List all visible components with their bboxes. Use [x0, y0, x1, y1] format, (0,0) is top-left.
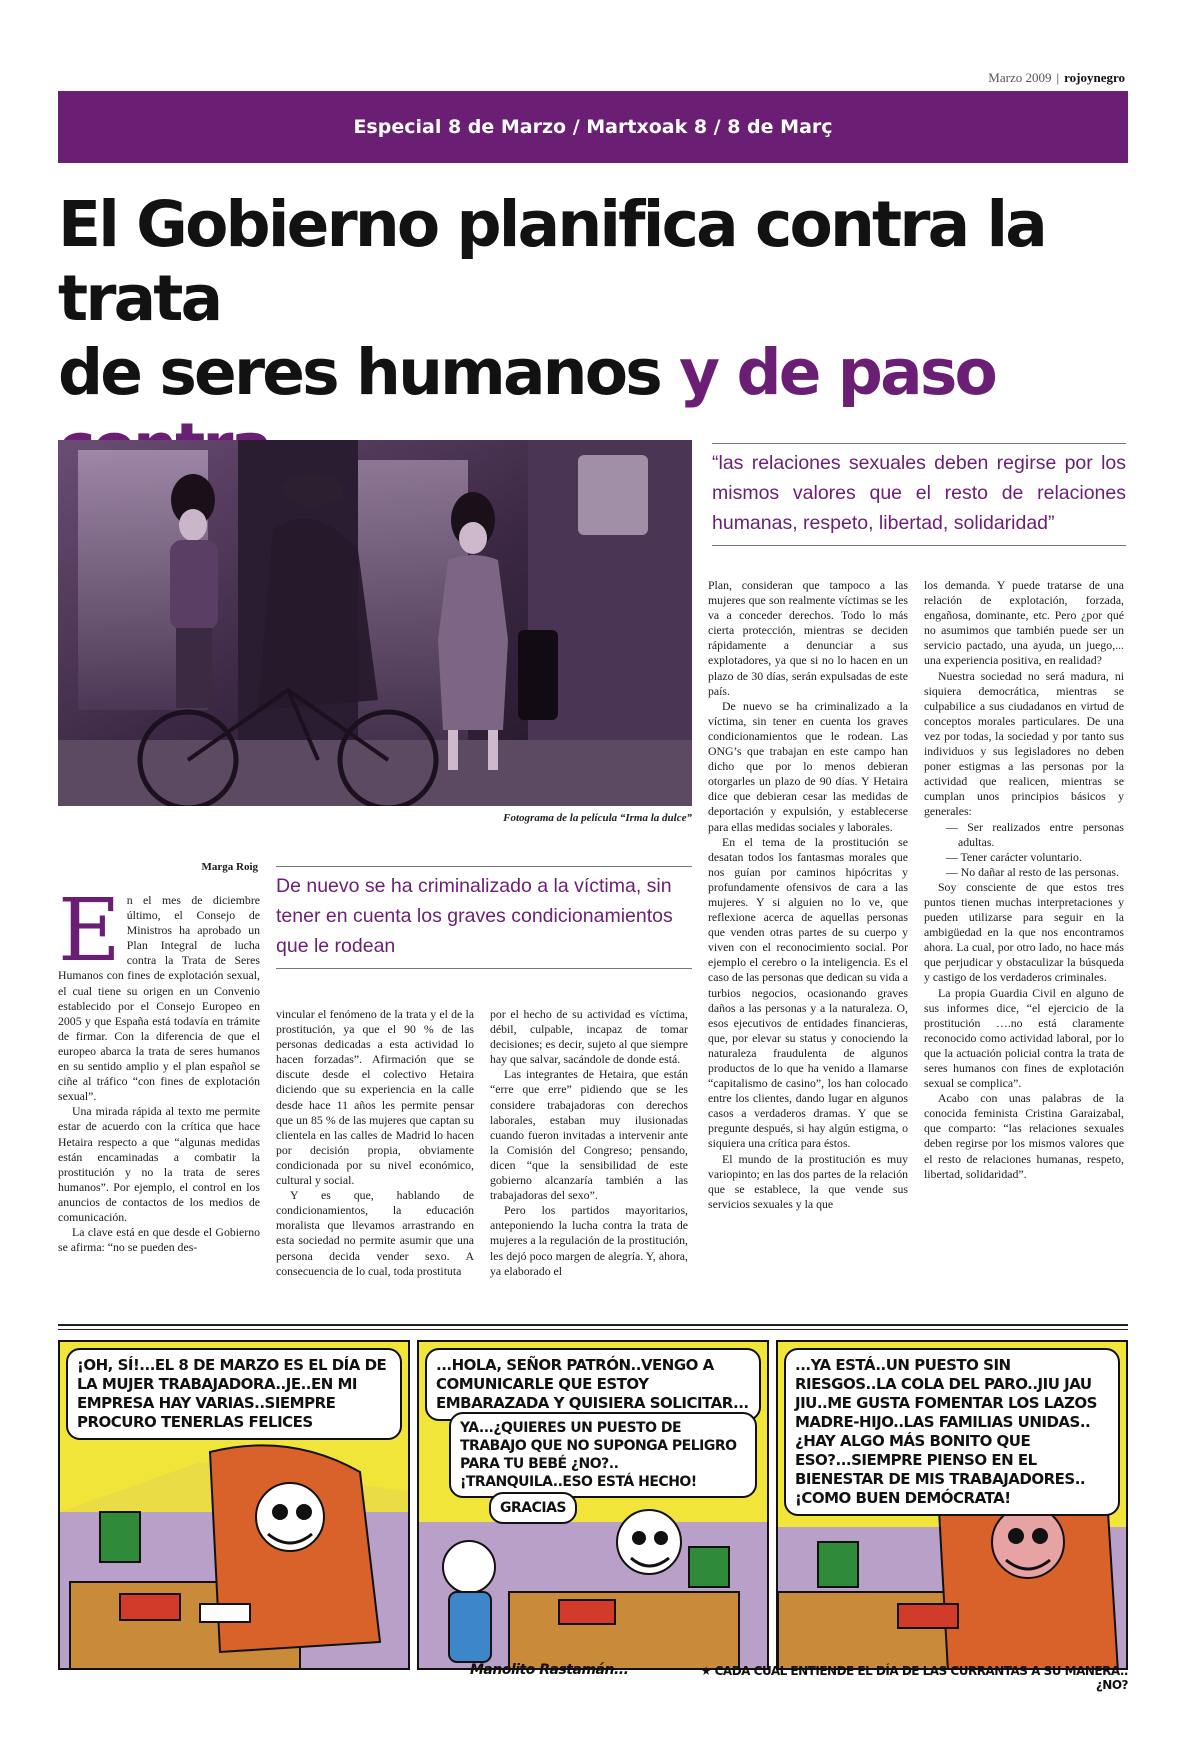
article-column-1: [58, 893, 260, 1305]
publication-name: rojoynegro: [1064, 70, 1125, 85]
comic-divider-thick: [58, 1324, 1128, 1326]
panel-2-thanks-bubble: GRACIAS: [489, 1492, 577, 1524]
section-banner: [58, 91, 1128, 163]
film-still-illustration: [58, 440, 692, 806]
issue-date: Marzo 2009: [988, 70, 1052, 85]
article-column-2: [276, 1007, 474, 1305]
comic-panel-3: [776, 1340, 1128, 1670]
comic-artist-signature: Manolito Rastamán...: [470, 1662, 629, 1678]
article-paragraph: El mundo de la prostitución es muy variopinto; en las dos partes de la relación que se establece, la que vende sus servicios sexuales y la que: [708, 1151, 908, 1211]
paragraph-text: n el mes de diciembre último, el Consejo de Ministros ha aprobado un Plan Integral de lucha contra la Trata de Seres Humanos con fines de explotación sexual, el cual tiene su origen en un Convenio establecido por el Consejo Europeo en 2005 y que España está todavía en trámite de firmar. Con la diferencia de que el europeo abarca la trata de seres humanos en su sentido amplio y el plan español se ciñe al tráfico “con fines de explotación sexual”.: [58, 893, 260, 1104]
comic-panel-1: [58, 1340, 410, 1670]
author-byline: Marga Roig: [201, 861, 258, 873]
article-paragraph: Soy consciente de que estos tres puntos tienen muchas interpretaciones y pueden utilizarse para seguir en la ambigüedad en la que nos encontramos ahora. La cual, por otro lado, no hace más que perjudicar y obstaculizar la búsqueda y castigo de los verdaderos criminales.: [924, 879, 1124, 985]
article-paragraph: La propia Guardia Civil en alguno de sus informes dice, “el ejercicio de la prostitución ….no está claramente reconocido como actividad laboral, por lo que la actuación policial contra la trata de seres humanos con fines de explotación sexual se complica”.: [924, 985, 1124, 1091]
comic-divider-thin: [58, 1329, 1128, 1330]
running-head-separator: |: [1056, 70, 1060, 85]
panel-2-reply-bubble: YA...¿QUIERES UN PUESTO DE TRABAJO QUE NO SUPONGA PELIGRO PARA TU BEBÉ ¿NO?..¡TRANQUILA..ESO ESTÁ HECHO!: [449, 1412, 757, 1498]
list-item: — Tener carácter voluntario.: [946, 849, 1082, 864]
article-paragraph: Una mirada rápida al texto me permite estar de acuerdo con la crítica que hace Hetaira respecto a que “algunas medidas están encaminadas a combatir la prostitución y no la trata de seres humanos”. Por ejemplo, el control en los anuncios de contactos de los medios de comunicación.: [58, 1104, 260, 1224]
section-banner-text: Especial 8 de Marzo / Martxoak 8 / 8 de Març: [353, 116, 833, 138]
article-paragraph: Plan, consideran que tampoco a las mujeres que son realmente víctimas se les va a conceder derechos. Todo lo más cierta protección, mientras se deciden rápidamente a denunciar a sus explotadores, ya que si no lo hacen en un plazo de 30 días, serán expulsadas de este país.: [708, 578, 908, 698]
running-head: [988, 70, 1125, 86]
article-paragraph: En el tema de la prostitución se desatan todos los fantasmas morales que nos guían por caminos hipócritas y profundamente ofensivos de cara a las mujeres. Y si alguien no lo ve, que reflexione acerca de aquellas personas que venden otras partes de su cuerpo y viven con el reconocimiento social. Por ejemplo el cerebro o la inteligencia. Es el caso de las personas que dedican su vida a turbios negocios, ocasionando graves daños a las personas y a la naturaleza. O, esos ejecutivos de entidades financieras, que, por elevar su status y conociendo la naturaleza fraudulenta de algunos productos de lo que ha venido a llamarse “capitalismo de casino”, los han colocado entre los clientes, dando lugar en algunos casos a verdaderos dramas. Y que se pregunte después, si hay algún estigma, o siquiera una crítica para éstos.: [708, 834, 908, 1151]
headline-line-1: El Gobierno planifica contra la trata: [58, 188, 1045, 335]
panel-2-speech-bubble: ...HOLA, SEÑOR PATRÓN..VENGO A COMUNICARLE QUE ESTOY EMBARAZADA Y QUISIERA SOLICITAR...: [425, 1348, 761, 1421]
pull-quote-top: “las relaciones sexuales deben regirse por los mismos valores que el resto de relaciones humanas, respeto, libertad, solidaridad”: [712, 443, 1126, 546]
panel-3-speech-bubble: ...YA ESTÁ..UN PUESTO SIN RIESGOS..LA COLA DEL PARO..JIU JAU JIU..ME GUSTA FOMENTAR LOS LAZOS MADRE-HIJO..LAS FAMILIAS UNIDAS..¿HAY ALGO MÁS BONITO QUE ESO?...SIEMPRE PIENSO EN EL BIENESTAR DE MIS TRABAJADORES..¡COMO BUEN DEMÓCRATA!: [784, 1348, 1120, 1516]
article-column-3: [490, 1007, 688, 1305]
article-column-4: [708, 578, 908, 1305]
comic-strip: [58, 1340, 1128, 1690]
film-still-photo: [58, 440, 692, 806]
article-paragraph: Nuestra sociedad no será madura, ni siquiera democrática, mientras se culpabilice a sus ciudadanos en virtud de conceptos morales particulares. De una vez por todas, la sociedad y por tanto sus individuos y sus legisladores no deben poner estigmas a las personas por la actividad que realicen, mientras se cumplan unos principios básicos y generales:: [924, 668, 1124, 819]
article-paragraph: Las integrantes de Hetaira, que están “erre que erre” pidiendo que se les considere trabajadoras con derechos laborales, estaban muy ilusionadas cuando fueron invitadas a intervenir ante la Comisión del Congreso; pensando, dicen “que la sensibilidad de este gobierno alcanzaría también a las trabajadoras del sexo”.: [490, 1067, 688, 1203]
drop-cap: E: [58, 893, 121, 981]
principles-list: [924, 820, 1124, 880]
article-paragraph: vincular el fenómeno de la trata y el de la prostitución, ya que el 90 % de las personas dedicadas a esta actividad lo hacen forzadas”. Afirmación que se discute desde el colectivo Hetaira diciendo que su experiencia en la calle desde hace 11 años les permite pensar que un 85 % de las mujeres que captan su clientela en las calles de Madrid lo hacen por decisión propia, obviamente condicionada por su nivel económico, cultural y social.: [276, 1007, 474, 1188]
article-paragraph: Pero los partidos mayoritarios, anteponiendo la lucha contra la trata de mujeres a la regulación de la prostitución, les dejó poco margen de alegría. Y, ahora, ya elaborado el: [490, 1203, 688, 1278]
pull-quote-middle: De nuevo se ha criminalizado a la víctima, sin tener en cuenta los graves condicionamientos que le rodean: [276, 866, 692, 969]
headline-line-2-purple: y de paso: [679, 336, 995, 409]
article-column-5: [924, 578, 1124, 1305]
article-paragraph: [58, 893, 260, 1104]
article-paragraph: La clave está en que desde el Gobierno se afirma: “no se pueden des-: [58, 1225, 260, 1255]
comic-panel-2: [417, 1340, 769, 1670]
article-paragraph: por el hecho de su actividad es víctima, débil, culpable, incapaz de tomar decisiones; es decir, sujeto al que siempre hay que salvar, sacándole de donde está.: [490, 1007, 688, 1067]
article-paragraph: De nuevo se ha criminalizado a la víctima, sin tener en cuenta los graves condicionamientos que le rodean. Las ONG’s que trabajan en este campo han dicho que por lo menos debieran otorgarles un plazo de 90 días. Y Hetaira dice que debieran cesar las medidas de deportación y expulsión, y establecerse para ellas medidas sociales y laborales.: [708, 698, 908, 834]
photo-caption: Fotograma de la película “Irma la dulce”: [503, 812, 692, 824]
headline-line-2-black: de seres humanos: [58, 336, 680, 409]
article-paragraph: Acabo con unas palabras de la conocida feminista Cristina Garaizabal, que comparto: “las relaciones sexuales deben regirse por los mismos valores que el resto de relaciones humanas, respeto, libertad, solidaridad”.: [924, 1091, 1124, 1181]
comic-footnote: ★ CADA CUAL ENTIENDE EL DÍA DE LAS CURRANTAS A SU MANERA..¿NO?: [700, 1664, 1128, 1692]
article-paragraph: Y es que, hablando de condicionamientos, la educación moralista que llevamos arrastrando en esta sociedad no permite asumir que una persona decida vender sexo. A consecuencia de lo cual, toda prostituta: [276, 1188, 474, 1278]
article-paragraph: los demanda. Y puede tratarse de una relación de explotación, forzada, engañosa, dominante, etc. Pero ¿por qué no asumimos que también puede ser un servicio pactado, una ayuda, un juego,... una experiencia positiva, en realidad?: [924, 578, 1124, 668]
list-item: — No dañar al resto de las personas.: [946, 864, 1119, 879]
list-item: — Ser realizados entre personas adultas.: [946, 819, 1124, 849]
panel-1-speech-bubble: ¡OH, SÍ!...EL 8 DE MARZO ES EL DÍA DE LA MUJER TRABAJADORA..JE..EN MI EMPRESA HAY VARIAS..SIEMPRE PROCURO TENERLAS FELICES: [66, 1348, 402, 1440]
